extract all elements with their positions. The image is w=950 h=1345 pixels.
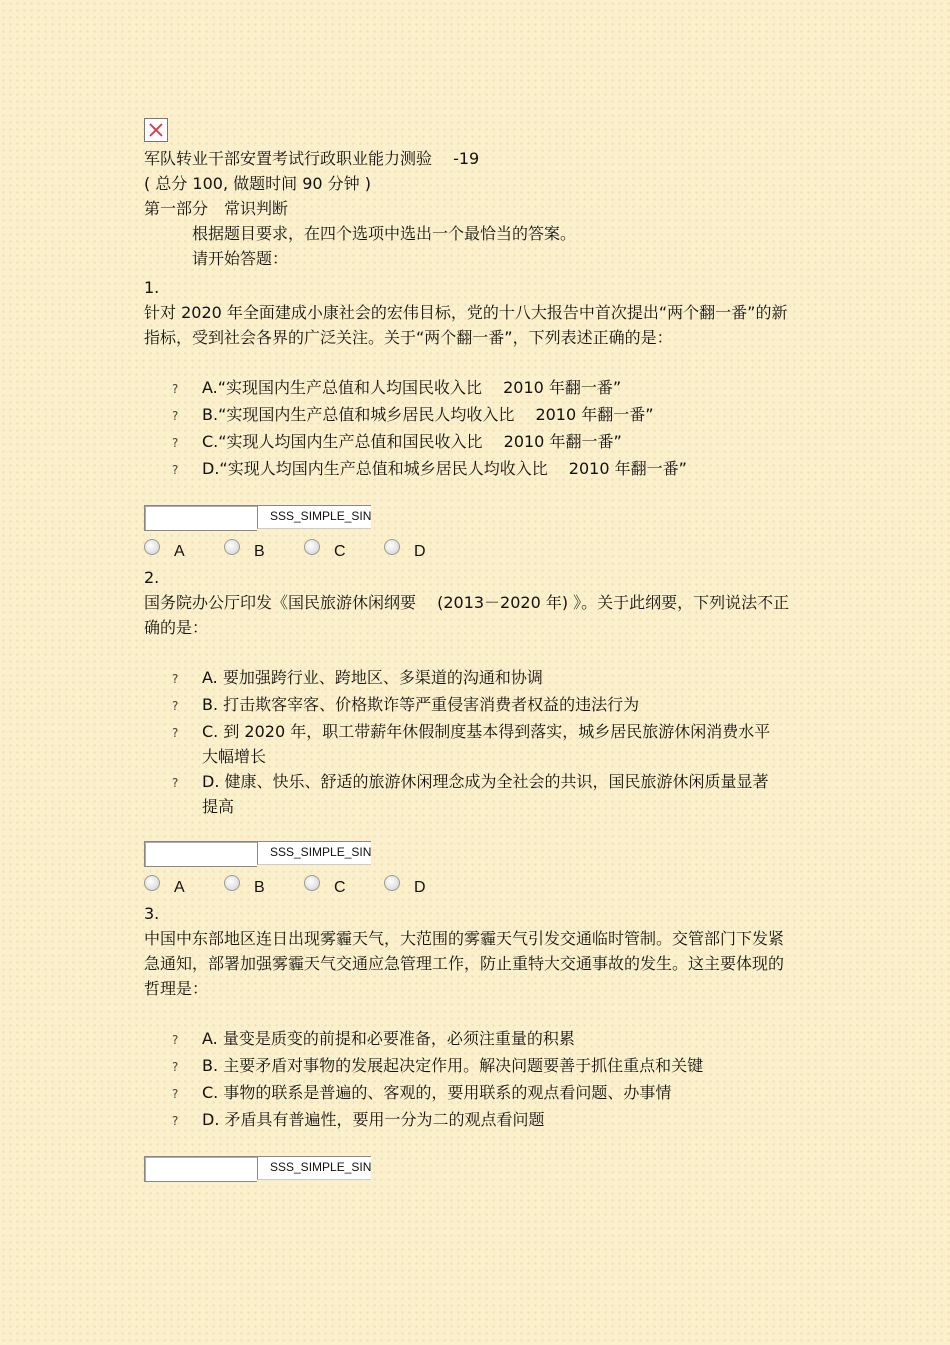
option-text: A. 要加强跨行业、跨地区、多渠道的沟通和协调 [202,668,543,687]
option-text: C. 事物的联系是普遍的、客观的，要用联系的观点看问题、办事情 [202,1083,672,1102]
option-bullet: ? [172,726,179,740]
option-bullet: ? [172,1033,179,1047]
radio-button[interactable] [144,875,160,891]
option-bullet: ? [172,1060,179,1074]
radio-button[interactable] [304,875,320,891]
question-stem: 针对 2020 年全面建成小康社会的宏伟目标，党的十八大报告中首次提出“两个翻一番”的新指标，受到社会各界的广泛关注。关于“两个翻一番”，下列表述正确的是： [144,303,788,347]
option-text: D. 矛盾具有普遍性，要用一分为二的观点看问题 [202,1110,545,1129]
option-bullet: ? [172,699,179,713]
answer-row [144,505,804,531]
option-bullet: ? [172,1087,179,1101]
question-stem: 中国中东部地区连日出现雾霾天气，大范围的雾霾天气引发交通临时管制。交管部门下发紧急通知，部署加强雾霾天气交通应急管理工作，防止重特大交通事故的发生。这主要体现的哲理是： [144,929,785,998]
option-item [172,769,804,819]
option-bullet: ? [172,1114,179,1128]
option-bullet: ? [172,463,179,477]
instruction-text: 根据题目要求，在四个选项中选出一个最恰当的答案。 [192,224,577,243]
option-text: A. 量变是质变的前提和必要准备，必须注重量的积累 [202,1029,575,1048]
option-item [172,1107,804,1134]
option-text: B.“实现国内生产总值和城乡居民人均收入比 2010 年翻一番” [202,405,654,424]
radio-group [144,535,804,561]
document-title: 军队转业干部安置考试行政职业能力测验 -19 [144,149,480,168]
question-number: 3. [144,904,160,923]
radio-label: D [414,879,426,896]
radio-option-a[interactable] [144,535,224,561]
option-list [144,1026,804,1134]
radio-option-a[interactable] [144,871,224,897]
option-item [172,1080,804,1107]
option-item [172,665,804,692]
option-item [172,375,804,402]
radio-option-c[interactable] [304,535,384,561]
instruction-start: 请开始答题： [192,249,289,268]
option-text: B. 主要矛盾对事物的发展起决定作用。解决问题要善于抓住重点和关键 [202,1056,704,1075]
radio-button[interactable] [384,875,400,891]
radio-button[interactable] [304,539,320,555]
broken-image-icon [144,118,168,142]
radio-label: C [334,879,346,896]
radio-button[interactable] [224,539,240,555]
option-bullet: ? [172,672,179,686]
answer-row [144,841,804,867]
answer-type-select[interactable]: SSS_SIMPLE_SIN [257,505,371,529]
option-bullet: ? [172,776,179,790]
option-text: A.“实现国内生产总值和人均国民收入比 2010 年翻一番” [202,378,622,397]
option-item [172,1053,804,1080]
question-3 [144,901,804,1182]
option-bullet: ? [172,382,179,396]
option-text: C.“实现人均国内生产总值和国民收入比 2010 年翻一番” [202,432,622,451]
option-text: D. 健康、快乐、舒适的旅游休闲理念成为全社会的共识，国民旅游休闲质量显著提高 [202,772,769,816]
radio-label: D [414,543,426,560]
option-item [172,456,804,483]
radio-label: A [174,543,185,560]
radio-option-b[interactable] [224,535,304,561]
radio-label: B [254,879,265,896]
option-item [172,719,804,769]
option-text: B. 打击欺客宰客、价格欺诈等严重侵害消费者权益的违法行为 [202,695,640,714]
answer-type-select[interactable]: SSS_SIMPLE_SIN [257,841,371,865]
radio-button[interactable] [384,539,400,555]
exam-meta: ( 总分 100, 做题时间 90 分钟 ) [144,174,371,193]
option-item [172,1026,804,1053]
answer-input[interactable] [144,505,257,531]
question-stem: 国务院办公厅印发《国民旅游休闲纲要 (2013－2020 年) 》。关于此纲要，下列说法不正确的是： [144,593,790,637]
option-list [144,375,804,483]
radio-group [144,871,804,897]
radio-option-d[interactable] [384,871,464,897]
question-number: 1. [144,278,160,297]
answer-row [144,1156,804,1182]
option-item [172,429,804,456]
question-number: 2. [144,568,160,587]
answer-input[interactable] [144,841,257,867]
radio-option-c[interactable] [304,871,384,897]
option-bullet: ? [172,409,179,423]
answer-type-select[interactable]: SSS_SIMPLE_SIN [257,1156,371,1180]
option-text: C. 到 2020 年，职工带薪年休假制度基本得到落实，城乡居民旅游休闲消费水平大幅增长 [202,722,771,766]
radio-label: B [254,543,265,560]
option-item [172,402,804,429]
option-text: D.“实现人均国内生产总值和城乡居民人均收入比 2010 年翻一番” [202,459,687,478]
radio-option-b[interactable] [224,871,304,897]
radio-label: A [174,879,185,896]
section-heading: 第一部分 常识判断 [144,199,289,218]
question-2 [144,565,804,897]
document-content [144,118,804,1182]
answer-input[interactable] [144,1156,257,1182]
question-1 [144,275,804,561]
radio-label: C [334,543,346,560]
option-bullet: ? [172,436,179,450]
radio-option-d[interactable] [384,535,464,561]
option-list [144,665,804,819]
radio-button[interactable] [144,539,160,555]
radio-button[interactable] [224,875,240,891]
option-item [172,692,804,719]
